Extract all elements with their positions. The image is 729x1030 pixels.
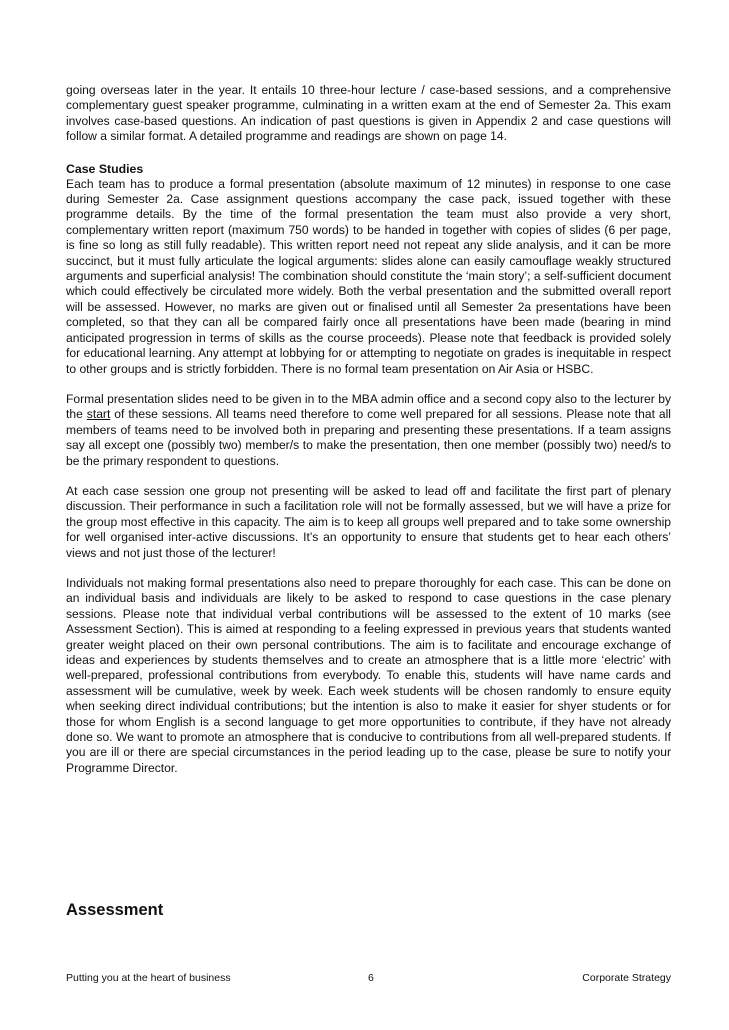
case-paragraph-2-lead: Formal presentation slides need to be given in to the MBA admin office and a second copy also to the lecturer by the bbox=[66, 391, 671, 422]
footer-course-title: Corporate Strategy bbox=[582, 972, 671, 984]
page-footer bbox=[66, 970, 671, 986]
underlined-start-word: start bbox=[86, 407, 111, 422]
case-paragraph-3: At each case session one group not presenting will be asked to lead off and facilitate the first part of plenary discussion. Their performance in such a facilitation role will not be formally assessed, but we will have a prize for the group most effective in this capacity. The aim is to keep all groups well prepared and to take some ownership for well organised inter-active discussions. It’s an opportunity to ensure that students get to hear each others’ views and not just those of the lecturer! bbox=[66, 483, 671, 560]
intro-paragraph: going overseas later in the year. It entails 10 three-hour lecture / case-based sessions, and a comprehensive complementary guest speaker programme, culminating in a written exam at the end of Semester 2a. This exam involves case-based questions. An indication of past questions is given in Appendix 2 and case questions will follow a similar format. A detailed programme and readings are shown on page 14. bbox=[66, 83, 671, 144]
case-paragraph-4: Individuals not making formal presentations also need to prepare thoroughly for each case. This can be done on an individual basis and individuals are likely to be asked to respond to case questions in the case plenary sessions. Please note that individual verbal contributions will be assessed to the extent of 10 marks (see Assessment Section). This is aimed at responding to a feeling expressed in previous years that students wanted greater weight placed on their own personal contributions. The aim is to facilitate and encourage exchange of ideas and experiences by students themselves and to create an atmosphere that is a little more ‘electric’ with well-prepared, professional contributions from everybody. To enable this, students will have name cards and assessment will be cumulative, week by week. Each week students will be chosen randomly to ensure equity when seeking direct individual contributions; but the intention is also to make it easier for shyer students or for those for whom English is a second language to get more opportunities to contribute, if they have not already done so. We want to promote an atmosphere that is conducive to contributions from all well-prepared students. If you are ill or there are special circumstances in the period leading up to the case, please be sure to notify your Programme Director. bbox=[66, 575, 671, 775]
assessment-heading: Assessment bbox=[66, 901, 164, 919]
case-paragraph-1: Each team has to produce a formal presentation (absolute maximum of 12 minutes) in response to one case during Semester 2a. Case assignment questions accompany the case pack, issued together with these programme details. By the time of the formal presentation the team must also provide a very short, complementary written report (maximum 750 words) to be handed in together with copies of slides (6 per page, is fine so long as still fully readable). This written report need not repeat any slide analysis, and it can be more succinct, but it must fully articulate the logical arguments: slides alone can easily camouflage weakly structured arguments and superficial analysis! The combination should constitute the ‘main story’; a self-sufficient document which could effectively be circulated more widely. Both the verbal presentation and the submitted overall report will be assessed. However, no marks are given out or finalised until all Semester 2a presentations have been completed, so that they can all be compared fairly once all presentations have been made (bearing in mind anticipated progression in terms of skills as the course proceeds). Please note that feedback is provided solely for educational learning. Any attempt at lobbying for or attempting to negotiate on grades is inequitable in respect to other groups and is strictly forbidden. There is no formal team presentation on Air Asia or HSBC. bbox=[66, 176, 671, 376]
document-body bbox=[66, 83, 671, 776]
case-paragraph-2 bbox=[66, 392, 671, 469]
footer-tagline: Putting you at the heart of business bbox=[66, 972, 231, 984]
case-studies-heading: Case Studies bbox=[66, 161, 144, 176]
case-paragraph-2-rest: of these sessions. All teams need therefore to come well prepared for all sessions. Please note that all members of teams need to be involved both in preparing and presenting these presentations. If a team assigns say all except one (possibly two) member/s to make the presentation, then one member (possibly two) need/s to be the primary respondent to questions. bbox=[66, 407, 671, 468]
footer-page-number: 6 bbox=[368, 972, 374, 984]
